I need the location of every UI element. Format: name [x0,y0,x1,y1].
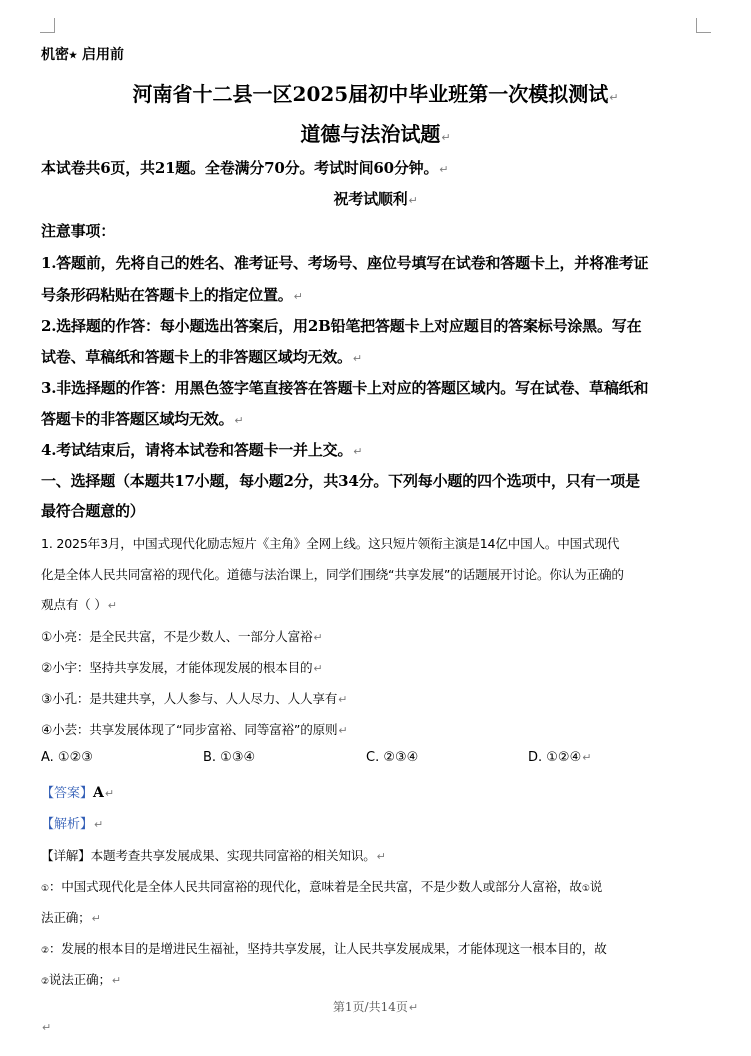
paragraph-mark-icon: ↵ [582,751,592,764]
paragraph-mark-icon: ↵ [352,352,362,365]
paragraph-mark-icon: ↵ [353,445,363,458]
paragraph-mark-icon: ↵ [313,662,323,675]
page-number: 第1页/共14页↵ [332,1000,419,1014]
paragraph-mark-icon: ↵ [42,1021,52,1034]
paragraph-mark-icon: ↵ [111,974,121,987]
paragraph-mark-icon: ↵ [104,787,115,800]
question-stem-line: 1. 2025年3月，中国式现代化励志短片《主角》全网上线。这只短片领衔主演是14亿中国人。中国式现代 [41,536,620,551]
explanation-line: 法正确；↵ [41,910,101,925]
paragraph-mark-icon: ↵ [376,850,386,863]
paragraph-mark-icon: ↵ [313,631,323,644]
crop-mark-top-right [696,18,711,33]
notice-line: 答题卡的非答题区域均无效。↵ [41,410,244,428]
option-d: D. ①②④↵ [528,750,592,765]
exam-wish: 祝考试顺利↵ [333,190,418,208]
detail-label: 【详解】 [41,848,91,863]
question-stem-line: 化是全体人民共同富裕的现代化。道德与法治课上，同学们围绕“共享发展”的话题展开讨论。你认为正确的 [41,567,624,582]
explanation-line: ②：发展的根本目的是增进民生福祉，坚持共享发展，让人民共享发展成果，才能体现这一根本目的，故 [41,941,607,956]
answer-line [41,782,713,801]
star-icon: ★ [69,51,78,61]
statement-item: ③小孔：是共建共享，人人参与、人人尽力、人人享有↵ [41,691,348,706]
paragraph-mark-icon: ↵ [338,693,348,706]
paragraph-mark-icon: ↵ [107,599,117,612]
page-title: 河南省十二县一区2025届初中毕业班第一次模拟测试↵ [132,82,619,106]
paragraph-mark-icon: ↵ [441,131,451,144]
exam-summary: 本试卷共6页，共21题。全卷满分70分。考试时间60分钟。↵ [41,159,449,177]
notice-heading: 注意事项： [41,222,116,240]
notice-line: 号条形码粘贴在答题卡上的指定位置。↵ [41,286,303,304]
notice-line: 3.非选择题的作答：用黑色签字笔直接答在答题卡上对应的答题区域内。写在试卷、草稿纸和 [41,379,649,397]
option-b: B. ①③④ [203,750,256,765]
paragraph-mark-icon: ↵ [439,163,449,176]
paragraph-mark-icon: ↵ [338,724,348,737]
page-subtitle: 道德与法治试题↵ [300,122,451,146]
explanation-line: ①：中国式现代化是全体人民共同富裕的现代化，意味着是全民共富，不是少数人或部分人富裕，故①说 [41,879,603,894]
option-c: C. ②③④ [366,750,419,765]
answer-label: 【答案】 [41,786,94,801]
detail-line: 【详解】本题考查共享发展成果、实现共同富裕的相关知识。↵ [41,848,386,863]
answer-value: A [93,785,104,801]
question-stem-line: 观点有（ ）↵ [41,597,117,612]
statement-item: ①小亮：是全民共富，不是少数人、一部分人富裕↵ [41,629,323,644]
notice-line: 4.考试结束后，请将本试卷和答题卡一并上交。↵ [41,441,363,459]
paragraph-mark-icon: ↵ [94,818,104,831]
section-heading: 一、选择题（本题共17小题，每小题2分，共34分。下列每小题的四个选项中，只有一项是 [41,472,640,490]
paragraph-mark-icon: ↵ [408,1001,419,1014]
option-a: A. ①②③ [41,750,93,765]
analysis-label: 【解析】 [41,817,94,832]
crop-mark-top-left [40,18,55,33]
notice-line: 2.选择题的作答：每小题选出答案后，用2B铅笔把答题卡上对应题目的答案标号涂黑。写在 [41,317,642,335]
trailing-paragraph [41,1016,51,1035]
analysis-line [41,813,713,832]
section-heading-continued: 最符合题意的） [41,502,145,520]
paragraph-mark-icon: ↵ [609,91,619,104]
statement-item: ④小芸：共享发展体现了“同步富裕、同等富裕”的原则↵ [41,722,348,737]
paragraph-mark-icon: ↵ [91,912,101,925]
notice-line: 试卷、草稿纸和答题卡上的非答题区域均无效。↵ [41,348,362,366]
statement-item: ②小宇：坚持共享发展，才能体现发展的根本目的↵ [41,660,323,675]
secret-label: 机密★ 启用前 [41,47,124,63]
paragraph-mark-icon: ↵ [234,414,244,427]
paragraph-mark-icon: ↵ [408,194,418,207]
explanation-line: ②说法正确；↵ [41,972,121,987]
paragraph-mark-icon: ↵ [293,290,303,303]
notice-line: 1.答题前，先将自己的姓名、准考证号、考场号、座位号填写在试卷和答题卡上，并将准考证 [41,254,649,272]
